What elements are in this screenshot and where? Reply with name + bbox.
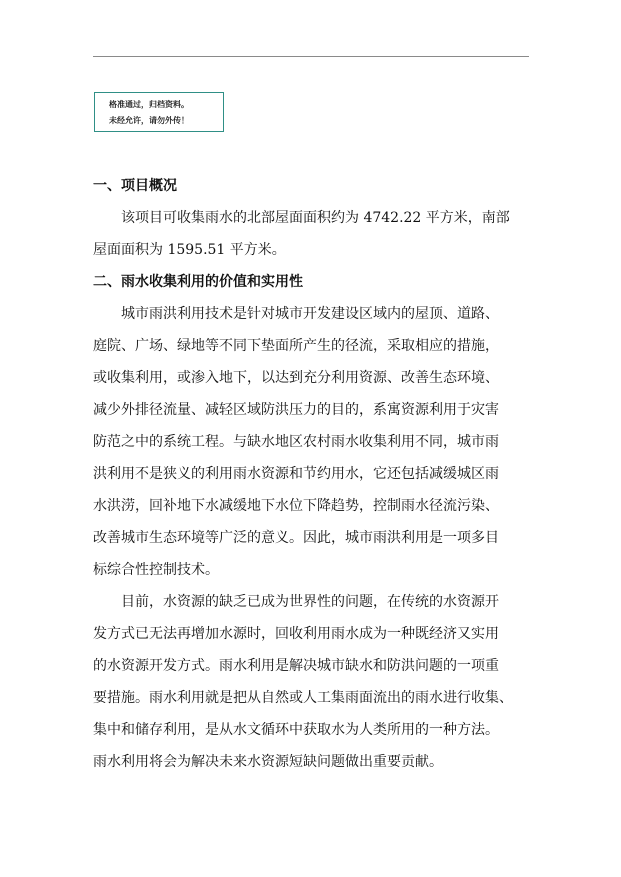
text-line: 发方式已无法再增加水源时，回收利用雨水成为一种既经济又实用 <box>93 626 499 642</box>
notice-line-2: 未经允许，请勿外传！ <box>109 116 189 125</box>
document-body <box>93 170 529 778</box>
text-line: 标综合性控制技术。 <box>93 562 219 578</box>
section-title-rainwater-value: 二、雨水收集利用的价值和实用性 <box>93 274 303 290</box>
header-rule <box>93 56 529 57</box>
text-line: 该项目可收集雨水的北部屋面面积约为 4742.22 平方米，南部 <box>121 210 510 226</box>
text-line: 城市雨洪利用技术是针对城市开发建设区域内的屋顶、道路、 <box>121 306 499 322</box>
text-line: 雨水利用将会为解决未来水资源短缺问题做出重要贡献。 <box>93 754 443 770</box>
paragraph <box>93 586 529 778</box>
paragraph <box>93 202 529 266</box>
text-line: 或收集利用，或渗入地下，以达到充分利用资源、改善生态环境、 <box>93 370 499 386</box>
text-line: 改善城市生态环境等广泛的意义。因此，城市雨洪利用是一项多目 <box>93 530 499 546</box>
text-line: 要措施。雨水利用就是把从自然或人工集雨面流出的雨水进行收集、 <box>93 690 513 706</box>
text-line: 屋面面积为 1595.51 平方米。 <box>93 242 286 258</box>
text-line: 的水资源开发方式。雨水利用是解决城市缺水和防洪问题的一项重 <box>93 658 499 674</box>
notice-line-1: 格准通过，归档资料。 <box>109 100 189 109</box>
text-line: 庭院、广场、绿地等不同下垫面所产生的径流，采取相应的措施， <box>93 338 499 354</box>
text-line: 洪利用不是狭义的利用雨水资源和节约用水，它还包括减缓城区雨 <box>93 466 499 482</box>
section-title-project-overview: 一、项目概况 <box>93 178 177 194</box>
text-line: 水洪涝，回补地下水减缓地下水位下降趋势，控制雨水径流污染、 <box>93 498 499 514</box>
text-line: 防范之中的系统工程。与缺水地区农村雨水收集利用不同，城市雨 <box>93 434 499 450</box>
text-line: 减少外排径流量、减轻区域防洪压力的目的，系寓资源利用于灾害 <box>93 402 499 418</box>
text-line: 目前，水资源的缺乏已成为世界性的问题，在传统的水资源开 <box>121 594 499 610</box>
paragraph <box>93 298 529 586</box>
text-line: 集中和储存利用，是从水文循环中获取水为人类所用的一种方法。 <box>93 722 499 738</box>
confidential-notice-stamp <box>94 92 224 132</box>
